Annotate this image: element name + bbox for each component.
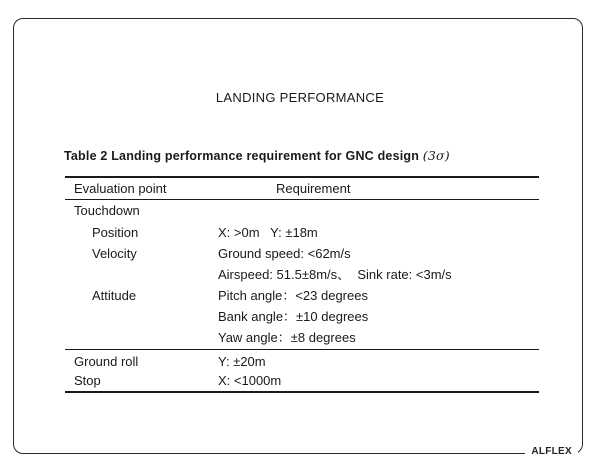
table-caption-sigma: (3σ) (422, 148, 450, 163)
row-requirement-ground-roll: Y: ±20m (218, 354, 266, 369)
row-point-attitude: Attitude (92, 288, 137, 303)
row-requirement-yaw-angle: Yaw angle：±8 degrees (218, 330, 356, 345)
table-header-rule (65, 199, 539, 200)
slide-title: LANDING PERFORMANCE (215, 90, 385, 105)
row-requirement-bank-angle: Bank angle：±10 degrees (218, 309, 369, 324)
row-requirement-stop: X: <1000m (218, 373, 282, 388)
table-caption (64, 148, 450, 163)
row-point-touchdown: Touchdown (74, 203, 140, 218)
table-top-rule (65, 176, 539, 178)
row-requirement-pitch-angle: Pitch angle：<23 degrees (218, 288, 368, 303)
row-requirement-position: X: >0m Y: ±18m (218, 225, 318, 240)
table-group-rule (65, 349, 539, 350)
row-point-velocity: Velocity (92, 246, 137, 261)
column-header-requirement: Requirement (276, 181, 351, 196)
table-bottom-rule (65, 391, 539, 393)
row-requirement-ground-speed: Ground speed: <62m/s (218, 246, 351, 261)
footer-logo-text: ALFLEX (525, 446, 578, 457)
row-point-stop: Stop (74, 373, 101, 388)
column-header-evaluation-point: Evaluation point (74, 181, 167, 196)
table-caption-text: Table 2 Landing performance requirement for GNC design (64, 149, 420, 163)
row-point-position: Position (92, 225, 139, 240)
row-point-ground-roll: Ground roll (74, 354, 139, 369)
row-requirement-airspeed-sink-rate: Airspeed: 51.5±8m/s、 Sink rate: <3m/s (218, 267, 452, 282)
